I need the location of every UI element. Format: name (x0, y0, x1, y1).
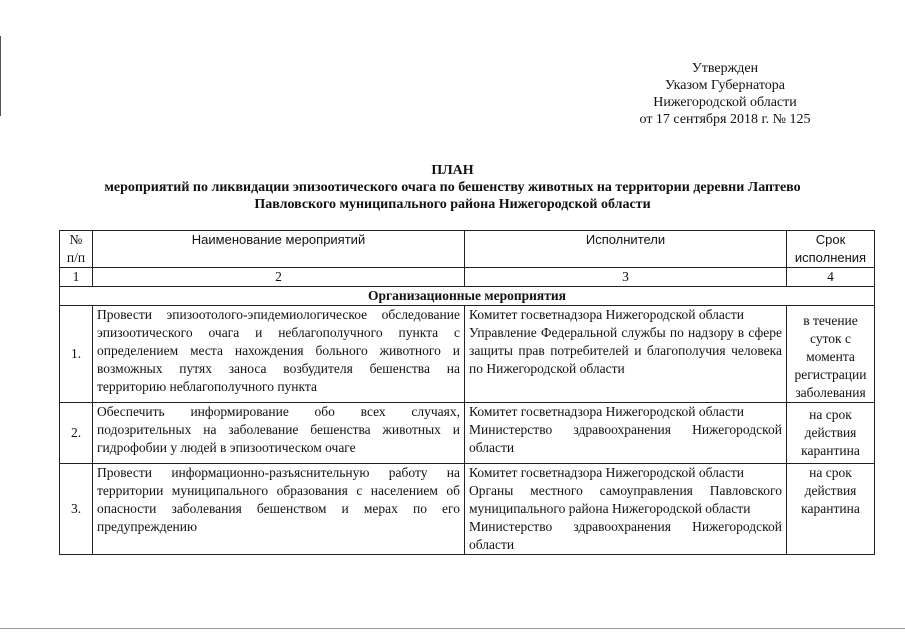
row-executors (465, 306, 787, 403)
executor: Министерство здравоохранения Нижегородской области (469, 519, 782, 552)
table-row (60, 464, 875, 555)
row-activity: Обеспечить информирование обо всех случаях, подозрительных на заболевание бешенства животных и гидрофобии у людей в эпизоотическом очаге (93, 403, 465, 464)
executor: Министерство здравоохранения Нижегородской области (469, 422, 782, 455)
page-bottom-edge (0, 628, 905, 629)
column-number-row (60, 268, 875, 287)
col-number-4: 4 (787, 268, 875, 287)
row-executors (465, 403, 787, 464)
header-name: Наименование мероприятий (93, 231, 465, 268)
header-row (60, 231, 875, 268)
executor: Комитет госветнадзора Нижегородской области (469, 404, 744, 419)
executor: Органы местного самоуправления Павловского муниципального района Нижегородской области (469, 483, 782, 516)
header-executors: Исполнители (465, 231, 787, 268)
row-number: 1. (60, 306, 93, 403)
executor: Комитет госветнадзора Нижегородской области (469, 307, 744, 322)
approval-line-3: Нижегородской области (653, 95, 797, 110)
approval-stamp (600, 60, 850, 128)
table-row (60, 306, 875, 403)
row-activity: Провести эпизоотолого-эпидемиологическое обследование эпизоотического очага и неблагополучного пункта с определением места нахождения больного животного и возможных путях заноса возбудителя бешенства на территорию неблагополучного пункта (93, 306, 465, 403)
section-title: Организационные мероприятия (60, 287, 875, 306)
executor: Управление Федеральной службы по надзору в сфере защиты прав потребителей и благополучия человека по Нижегородской области (469, 325, 782, 376)
col-number-3: 3 (465, 268, 787, 287)
row-number: 3. (60, 464, 93, 555)
plan-table (59, 230, 875, 555)
row-executors (465, 464, 787, 555)
title-line-1: мероприятий по ликвидации эпизоотического очага по бешенству животных на территории деревни Лаптево (104, 180, 801, 195)
col-number-1: 1 (60, 268, 93, 287)
row-activity: Провести информационно-разъяснительную работу на территории муниципального образования с населением об опасности заболевания бешенством и мерах по его предупреждению (93, 464, 465, 555)
approval-line-1: Утвержден (691, 61, 759, 76)
table-row (60, 403, 875, 464)
title-heading: ПЛАН (431, 163, 474, 178)
row-deadline: на срок действия карантина (787, 464, 875, 555)
row-deadline: на срок действия карантина (787, 403, 875, 464)
approval-line-2: Указом Губернатора (664, 78, 786, 93)
title-line-2: Павловского муниципального района Нижегородской области (254, 197, 651, 212)
header-num: № п/п (60, 231, 93, 268)
executor: Комитет госветнадзора Нижегородской области (469, 465, 744, 480)
document-title (50, 162, 855, 213)
row-deadline: в течение суток с момента регистрации заболевания (787, 306, 875, 403)
col-number-2: 2 (93, 268, 465, 287)
approval-line-4: от 17 сентября 2018 г. № 125 (639, 112, 811, 127)
margin-mark (0, 36, 5, 116)
header-deadline: Срок исполнения (787, 231, 875, 268)
section-row (60, 287, 875, 306)
row-number: 2. (60, 403, 93, 464)
